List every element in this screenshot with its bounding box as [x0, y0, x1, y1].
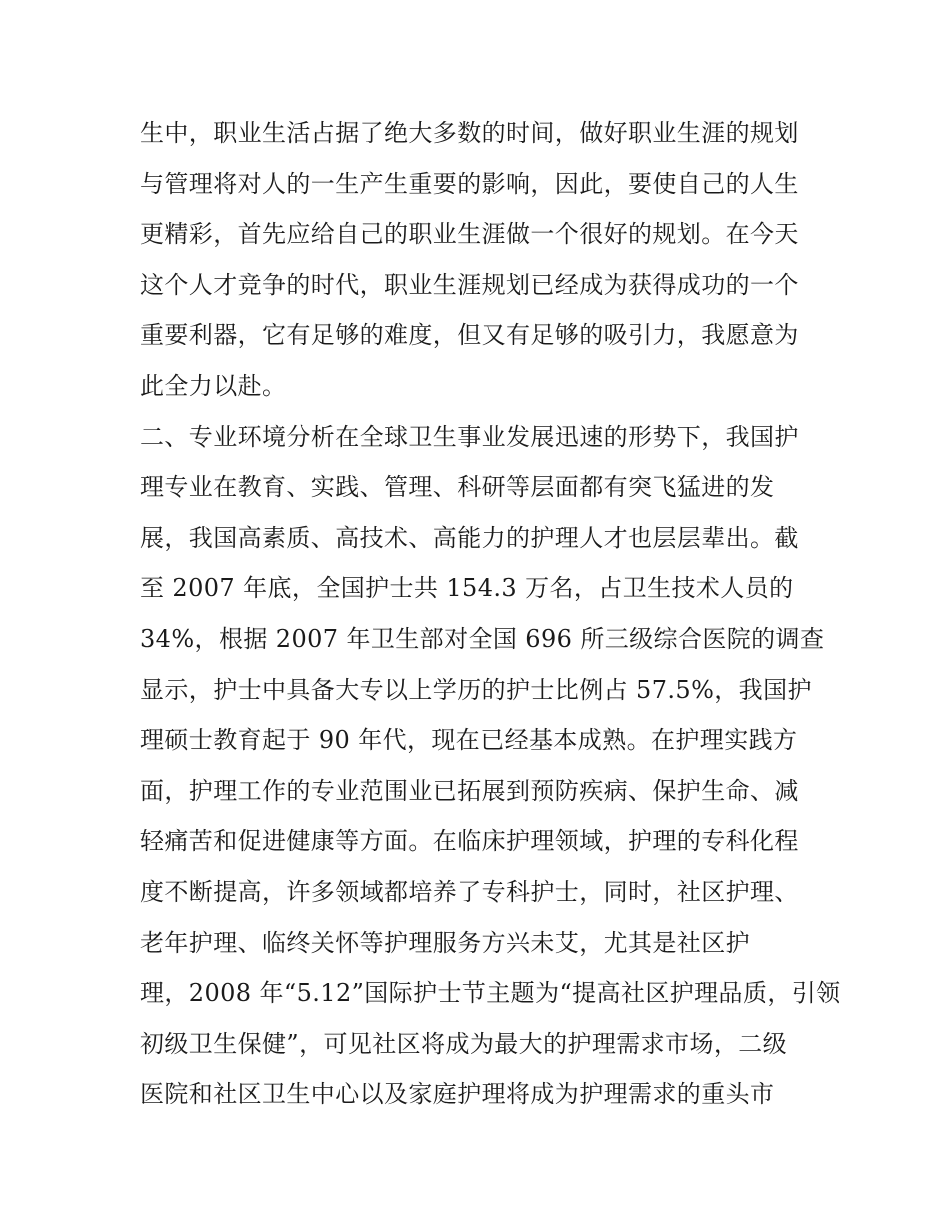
text-line: 展，我国高素质、高技术、高能力的护理人才也层层辈出。截: [140, 523, 799, 552]
text-line: 此全力以赴。: [140, 371, 287, 400]
text-line: 轻痛苦和促进健康等方面。在临床护理领域，护理的专科化程: [140, 827, 799, 856]
text-line: 二、专业环境分析在全球卫生事业发展迅速的形势下，我国护: [140, 422, 799, 451]
text-line: 医院和社区卫生中心以及家庭护理将成为护理需求的重头市: [140, 1080, 775, 1109]
text-line: 度不断提高，许多领域都培养了专科护士，同时，社区护理、: [140, 877, 799, 906]
text-line: 与管理将对人的一生产生重要的影响，因此，要使自己的人生: [140, 169, 799, 198]
body-text: [140, 108, 841, 1120]
text-line: 理硕士教育起于 90 年代，现在已经基本成熟。在护理实践方: [140, 726, 798, 755]
text-line: 理，2008 年“5.12”国际护士节主题为“提高社区护理品质，引领: [140, 979, 841, 1008]
text-line: 初级卫生保健”，可见社区将成为最大的护理需求市场，二级: [140, 1029, 788, 1058]
text-line: 34%，根据 2007 年卫生部对全国 696 所三级综合医院的调查: [140, 624, 825, 653]
text-line: 至 2007 年底，全国护士共 154.3 万名，占卫生技术人员的: [140, 574, 794, 603]
text-line: 老年护理、临终关怀等护理服务方兴未艾，尤其是社区护: [140, 928, 750, 957]
text-line: 重要利器，它有足够的难度，但又有足够的吸引力，我愿意为: [140, 321, 799, 350]
text-line: 理专业在教育、实践、管理、科研等层面都有突飞猛进的发: [140, 473, 775, 502]
text-line: 这个人才竞争的时代，职业生涯规划已经成为获得成功的一个: [140, 270, 799, 299]
text-line: 更精彩，首先应给自己的职业生涯做一个很好的规划。在今天: [140, 220, 799, 249]
text-line: 显示，护士中具备大专以上学历的护士比例占 57.5%，我国护: [140, 675, 812, 704]
text-line: 生中，职业生活占据了绝大多数的时间，做好职业生涯的规划: [140, 119, 799, 147]
text-line: 面，护理工作的专业范围业已拓展到预防疾病、保护生命、减: [140, 776, 799, 805]
